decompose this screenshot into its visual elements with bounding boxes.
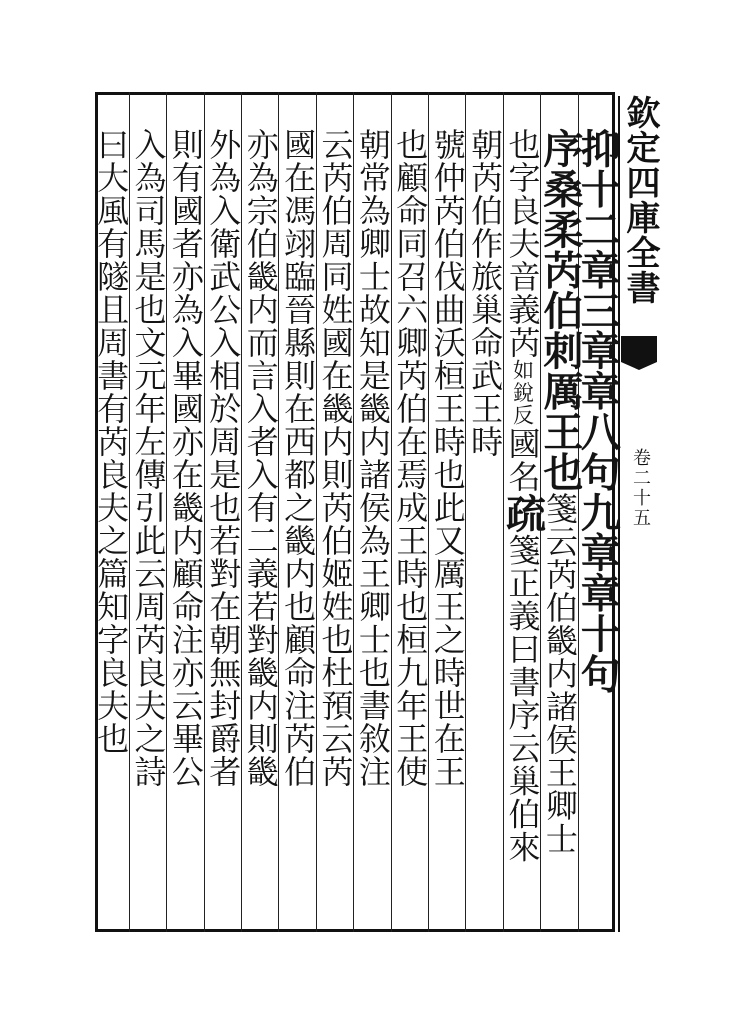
fishtail-mark (621, 336, 657, 362)
book-title: 欽定四庫全書 (620, 95, 660, 305)
column-text: 外為入衛武公入相於周是也若對在朝無封爵者 (204, 128, 243, 788)
column-text: 序桑柔芮伯刺厲王也 (536, 128, 584, 492)
column-text: 箋正義曰書序云巢伯來 (503, 533, 542, 864)
column-text: 也字良夫音義芮 (503, 128, 542, 359)
volume-label: 卷二十五 (630, 448, 651, 528)
column-text: 入為司馬是也文元年左傳引此云周芮良夫之詩 (129, 128, 168, 788)
column-text: 亦為宗伯畿内而言入者入有二義若對畿内則畿 (241, 128, 280, 788)
text-column (85, 128, 135, 918)
column-text: 曰大風有隧且周書有芮良夫之篇知字良夫也 (92, 128, 131, 755)
column-text: 則有國者亦為入畢國亦在畿内顧命注亦云畢公 (166, 128, 205, 788)
column-text: 國名 (503, 426, 542, 493)
column-text: 朝芮伯作旅巢命武王時 (466, 128, 505, 458)
column-text: 箋云芮伯畿内諸侯王卿士 (540, 491, 579, 855)
column-text: 也顧命同召六卿芮伯在焉成王時也桓九年王使 (391, 128, 430, 788)
column-text: 號仲芮伯伐曲沃桓王時也此又厲王之時世在王 (428, 128, 467, 788)
column-text: 云芮伯周同姓國在畿内則芮伯姬姓也杜預云芮 (316, 128, 355, 788)
column-text: 朝常為卿士故知是畿内諸侯為王卿士也書敘注 (353, 128, 392, 788)
annotation-text: 如銳反 (510, 359, 535, 427)
column-text: 抑十二章三章章八句九章章十句 (574, 128, 622, 694)
column-text: 國在馮翊臨晉縣則在西都之畿内也顧命注芮伯 (279, 128, 318, 788)
column-text: 疏 (499, 492, 547, 534)
